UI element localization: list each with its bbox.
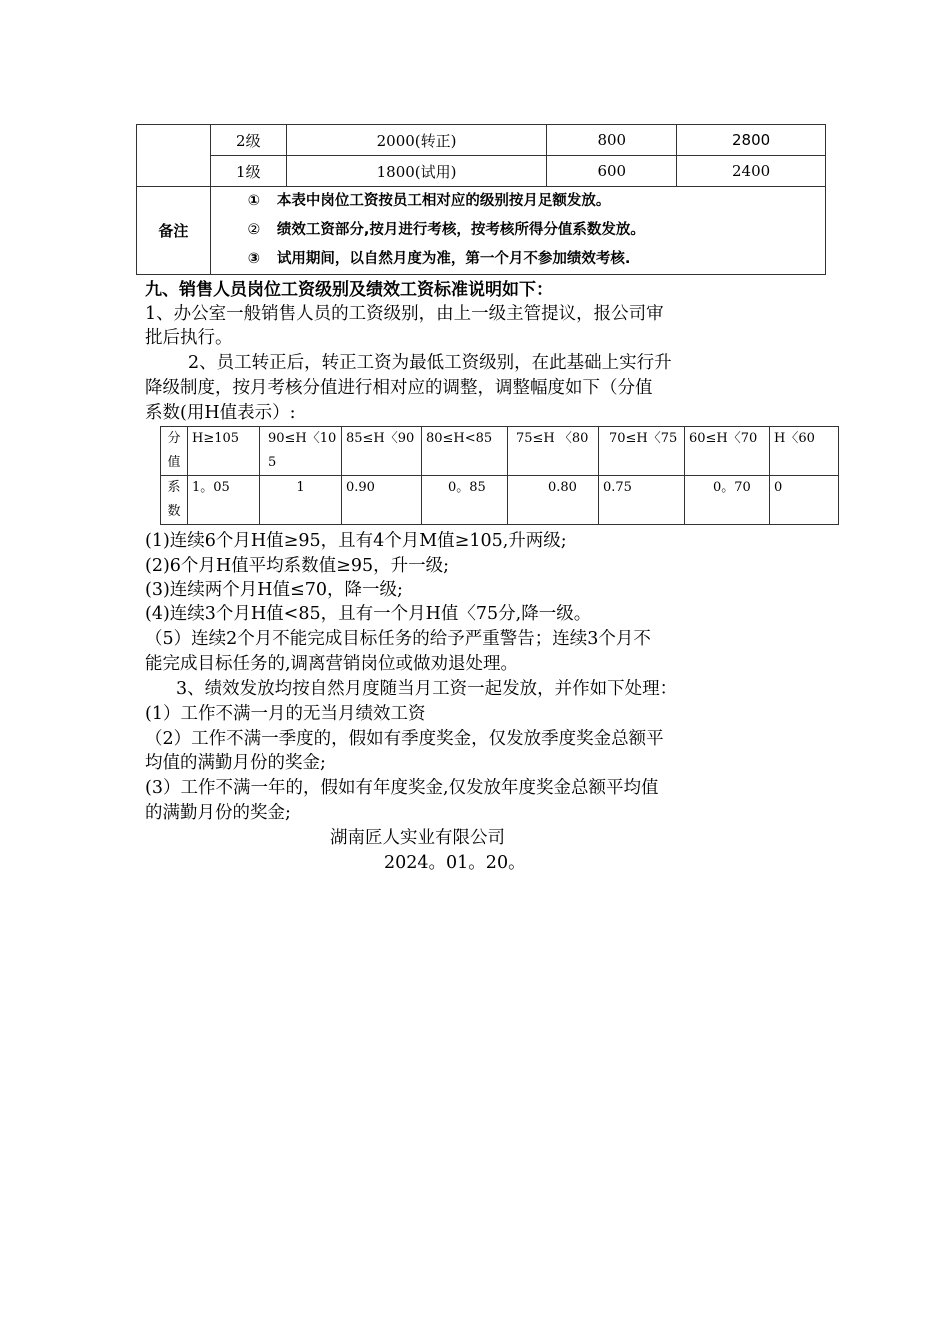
base-salary-cell: 2000(转正) [286, 125, 547, 156]
item-line: 的满勤月份的奖金; [145, 803, 291, 823]
score-cell: 85≤H〈90 [342, 427, 422, 476]
paragraph-line: 3、绩效发放均按自然月度随当月工资一起发放，并作如下处理： [176, 679, 678, 699]
remarks-cell [210, 187, 825, 275]
score-cell: H≥105 [188, 427, 260, 476]
coefficient-cell: 0 [770, 476, 839, 525]
score-cell: 80≤H<85 [422, 427, 508, 476]
rule-line: 能完成目标任务的,调离营销岗位或做劝退处理。 [145, 654, 519, 674]
rule-line: (2)6个月H值平均系数值≥95，升一级; [145, 556, 450, 576]
salary-table [136, 124, 826, 275]
paragraph-line: 降级制度，按月考核分值进行相对应的调整，调整幅度如下（分值 [145, 378, 653, 398]
performance-salary-cell: 800 [547, 125, 677, 156]
coefficient-cell: 1。05 [188, 476, 260, 525]
remark-item [231, 245, 825, 274]
empty-cell [137, 125, 211, 187]
score-row [161, 427, 839, 476]
paragraph-line: 2、员工转正后，转正工资为最低工资级别，在此基础上实行升 [188, 353, 672, 373]
table-row [137, 156, 826, 187]
remark-number: ② [247, 222, 261, 238]
section-title: 九、销售人员岗位工资级别及绩效工资标准说明如下： [145, 280, 553, 300]
item-line: (3）工作不满一年的，假如有年度奖金,仅发放年度奖金总额平均值 [145, 778, 659, 798]
remark-text: 绩效工资部分,按月进行考核，按考核所得分值系数发放。 [276, 222, 645, 238]
coefficient-label: 系数 [161, 476, 188, 525]
item-line: 均值的满勤月份的奖金; [145, 753, 326, 773]
rule-line: (4)连续3个月H值<85，且有一个月H值〈75分,降一级。 [145, 604, 592, 624]
score-cell: 70≤H〈75 [599, 427, 685, 476]
remarks-row [137, 187, 826, 275]
coefficient-cell: 0。85 [422, 476, 508, 525]
coefficient-cell: 0.90 [342, 476, 422, 525]
coefficient-row [161, 476, 839, 525]
document-date: 2024。01。20。 [384, 853, 526, 873]
table-row [137, 125, 826, 156]
score-cell: H〈60 [770, 427, 839, 476]
item-line: （2）工作不满一季度的，假如有季度奖金，仅发放季度奖金总额平 [145, 729, 664, 749]
score-cell: 75≤H 〈80 [508, 427, 599, 476]
score-label: 分值 [161, 427, 188, 476]
remark-text: 试用期间，以自然月度为准，第一个月不参加绩效考核. [276, 251, 631, 267]
level-cell: 1级 [210, 156, 286, 187]
level-cell: 2级 [210, 125, 286, 156]
paragraph-line: 1、办公室一般销售人员的工资级别，由上一级主管提议，报公司审 [145, 304, 664, 324]
remark-item [231, 216, 825, 245]
paragraph-line: 系数(用H值表示）: [145, 403, 296, 423]
remarks-label: 备注 [137, 187, 211, 275]
coefficient-cell: 0.75 [599, 476, 685, 525]
rule-line: (1)连续6个月H值≥95，且有4个月M值≥105,升两级; [145, 531, 567, 551]
performance-salary-cell: 600 [547, 156, 677, 187]
total-salary-cell: 2800 [677, 125, 826, 156]
coefficient-cell: 0.80 [508, 476, 599, 525]
rule-line: （5）连续2个月不能完成目标任务的给予严重警告；连续3个月不 [145, 629, 651, 649]
remark-number: ③ [247, 251, 261, 267]
total-salary-cell: 2400 [677, 156, 826, 187]
coefficient-cell: 1 [260, 476, 342, 525]
remark-item [231, 187, 825, 216]
paragraph-line: 批后执行。 [145, 328, 233, 348]
base-salary-cell: 1800(试用) [286, 156, 547, 187]
item-line: (1）工作不满一月的无当月绩效工资 [145, 704, 426, 724]
remark-text: 本表中岗位工资按员工相对应的级别按月足额发放。 [276, 193, 611, 209]
rule-line: (3)连续两个月H值≤70，降一级; [145, 580, 403, 600]
score-cell: 90≤H〈105 [260, 427, 342, 476]
score-coefficient-table [160, 426, 839, 525]
score-cell: 60≤H〈70 [685, 427, 770, 476]
coefficient-cell: 0。70 [685, 476, 770, 525]
company-name: 湖南匠人实业有限公司 [330, 828, 505, 848]
remark-number: ① [247, 193, 261, 209]
